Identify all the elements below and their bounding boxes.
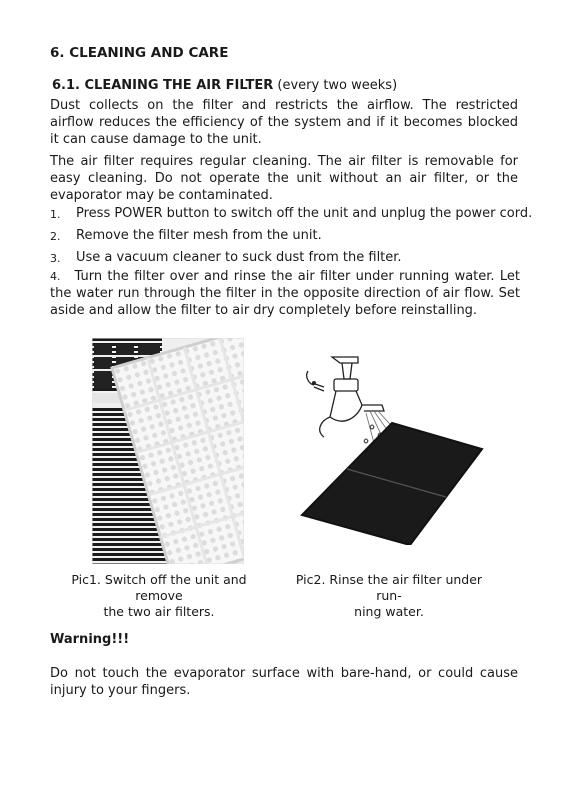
step-text: Turn the filter over and rinse the air filter under running water. Let the water run through the filter in the opposite direction of air flow. Set aside and allow the filter to air dry completely before reinstalling. bbox=[50, 269, 520, 318]
step-text-wrapped bbox=[50, 268, 520, 319]
unit-filter-photo bbox=[92, 338, 244, 564]
pic1-caption bbox=[52, 572, 266, 620]
pic2-caption-line1: Pic2. Rinse the air filter under run- bbox=[295, 572, 483, 603]
pic1-caption-line2: the two air filters. bbox=[103, 604, 215, 619]
step-text: Use a vacuum cleaner to suck dust from the filter. bbox=[76, 250, 402, 265]
paragraph-filter-cleaning: The air filter requires regular cleaning. The air filter is removable for easy cleaning. Do not operate the unit without an air filter, or the evaporator may be contaminated. bbox=[50, 154, 518, 203]
pic2-caption bbox=[284, 572, 494, 620]
step-number: 3. bbox=[50, 252, 61, 265]
subsection-title: 6.1. CLEANING THE AIR FILTER bbox=[52, 78, 274, 93]
pic1-caption-line1: Pic1. Switch off the unit and remove bbox=[71, 572, 247, 603]
step-text: Remove the filter mesh from the unit. bbox=[76, 228, 322, 243]
paragraph-dust: Dust collects on the filter and restricts the airflow. The restricted airflow reduces the efficiency of the system and if it becomes blocked it can cause damage to the unit. bbox=[50, 98, 518, 147]
step-text: Press POWER button to switch off the unit and unplug the power cord. bbox=[76, 206, 533, 221]
step-number: 1. bbox=[50, 208, 61, 221]
warning-text: Do not touch the evaporator surface with bare-hand, or could cause injury to your fingers. bbox=[50, 666, 518, 698]
faucet-rinse-illustration bbox=[300, 345, 490, 545]
subsection-heading bbox=[52, 78, 397, 93]
list-item bbox=[50, 268, 520, 319]
step-number: 4. bbox=[50, 270, 61, 283]
warning-title: Warning!!! bbox=[50, 632, 130, 647]
step-number: 2. bbox=[50, 230, 61, 243]
section-title: 6. CLEANING AND CARE bbox=[50, 45, 229, 61]
pic2-caption-line2: ning water. bbox=[354, 604, 424, 619]
subsection-note: (every two weeks) bbox=[277, 78, 398, 93]
